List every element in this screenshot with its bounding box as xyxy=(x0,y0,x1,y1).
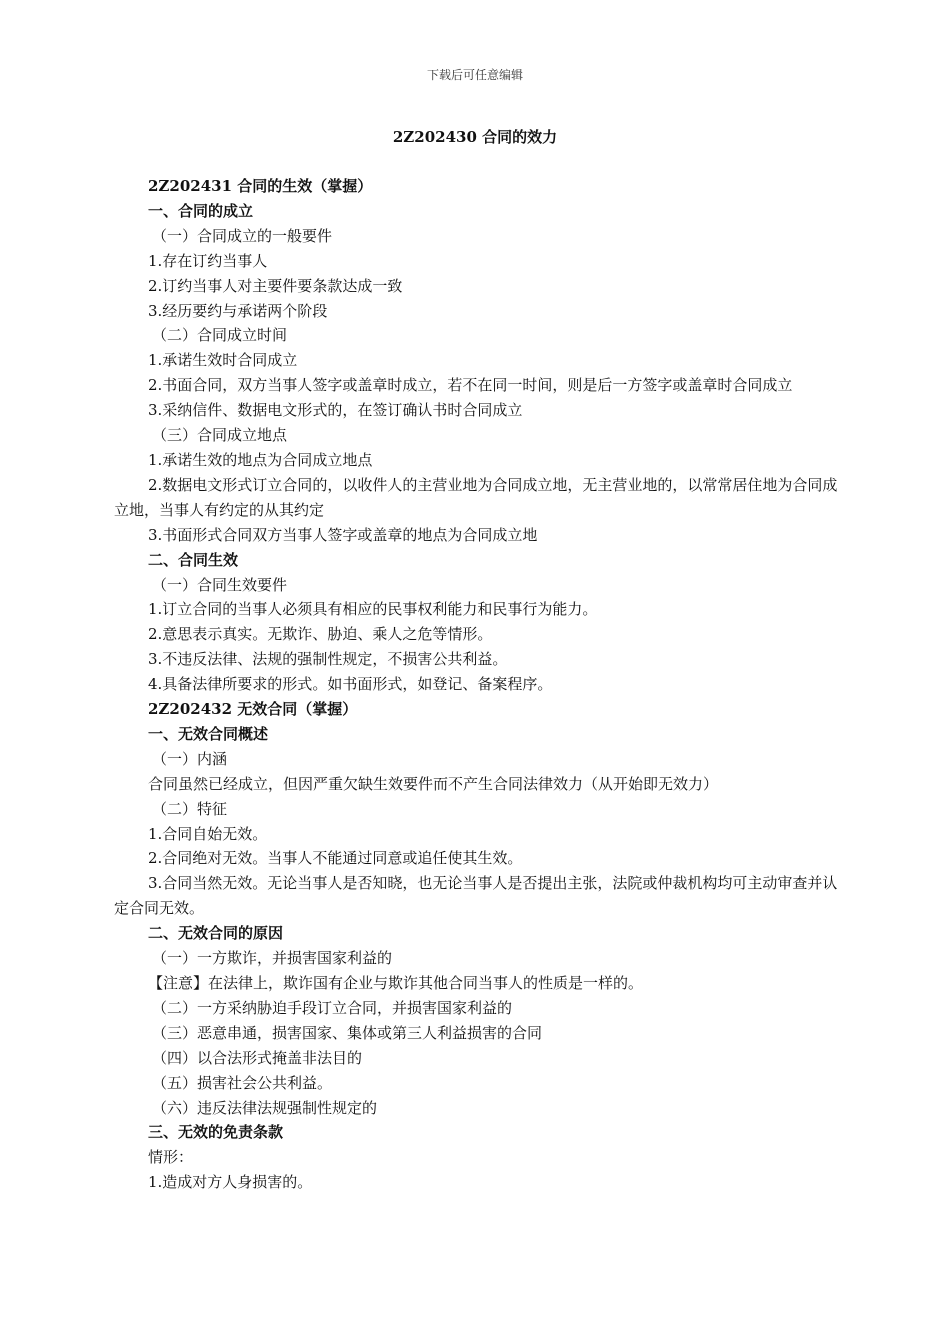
text-line: （二）一方采纳胁迫手段订立合同，并损害国家利益的 xyxy=(152,998,513,1017)
text-line: 3.采纳信件、数据电文形式的，在签订确认书时合同成立 xyxy=(148,401,523,420)
text-line: 1.承诺生效时合同成立 xyxy=(148,351,298,370)
text-line: （五）损害社会公共利益。 xyxy=(152,1073,333,1092)
document-body xyxy=(114,174,838,1195)
page-header-note: 下载后可任意编辑 xyxy=(426,68,523,82)
text-line: （三）恶意串通，损害国家、集体或第三人利益损害的合同 xyxy=(152,1023,543,1042)
section-heading: 三、无效的免责条款 xyxy=(148,1123,284,1142)
text-line: 2.书面合同，双方当事人签字或盖章时成立，若不在同一时间，则是后一方签字或盖章时合同成立 xyxy=(148,376,793,395)
text-line: （四）以合法形式掩盖非法目的 xyxy=(152,1048,363,1067)
text-line: （一）一方欺诈，并损害国家利益的 xyxy=(152,949,393,968)
text-line: 2.订约当事人对主要件要条款达成一致 xyxy=(148,276,403,295)
text-line: 情形： xyxy=(148,1148,194,1167)
text-line: 3.合同当然无效。无论当事人是否知晓，也无论当事人是否提出主张，法院或仲裁机构均可主动审查并认定合同无效。 xyxy=(114,874,838,918)
section-heading: 一、无效合同概述 xyxy=(148,724,269,743)
text-line: （二）特征 xyxy=(152,799,228,818)
text-line: 4.具备法律所要求的形式。如书面形式，如登记、备案程序。 xyxy=(148,675,553,694)
text-line: 【注意】在法律上，欺诈国有企业与欺诈其他合同当事人的性质是一样的。 xyxy=(148,974,644,992)
text-line: 3.书面形式合同双方当事人签字或盖章的地点为合同成立地 xyxy=(148,525,538,544)
text-line: 1.合同自始无效。 xyxy=(148,824,268,843)
text-line: 1.存在订约当事人 xyxy=(148,251,268,270)
text-line: （一）合同成立的一般要件 xyxy=(152,226,333,245)
text-line: （二）合同成立时间 xyxy=(152,326,288,345)
section-heading: 二、合同生效 xyxy=(148,550,239,569)
document-title: 2Z202430 合同的效力 xyxy=(392,128,558,146)
text-line: （六）违反法律法规强制性规定的 xyxy=(152,1098,378,1117)
section-heading: 2Z202432 无效合同（掌握） xyxy=(148,700,358,719)
section-heading: 二、无效合同的原因 xyxy=(148,924,284,943)
text-line: 2.数据电文形式订立合同的，以收件人的主营业地为合同成立地，无主营业地的，以常常居住地为合同成立地，当事人有约定的从其约定 xyxy=(114,475,838,519)
section-heading: 2Z202431 合同的生效（掌握） xyxy=(148,177,373,195)
text-line: 2.意思表示真实。无欺诈、胁迫、乘人之危等情形。 xyxy=(148,625,493,644)
text-line: 1.承诺生效的地点为合同成立地点 xyxy=(148,450,373,469)
text-line: 2.合同绝对无效。当事人不能通过同意或追任使其生效。 xyxy=(148,849,523,868)
text-line: （一）内涵 xyxy=(152,749,228,768)
section-heading: 一、合同的成立 xyxy=(148,201,254,220)
text-line: 3.经历要约与承诺两个阶段 xyxy=(148,301,328,320)
text-line: 合同虽然已经成立，但因严重欠缺生效要件而不产生合同法律效力（从开始即无效力） xyxy=(148,774,719,793)
text-line: （一）合同生效要件 xyxy=(152,575,288,594)
text-line: 1.订立合同的当事人必须具有相应的民事权利能力和民事行为能力。 xyxy=(148,600,598,619)
text-line: （三）合同成立地点 xyxy=(152,426,288,445)
text-line: 1.造成对方人身损害的。 xyxy=(148,1173,313,1192)
text-line: 3.不违反法律、法规的强制性规定，不损害公共利益。 xyxy=(148,650,508,669)
